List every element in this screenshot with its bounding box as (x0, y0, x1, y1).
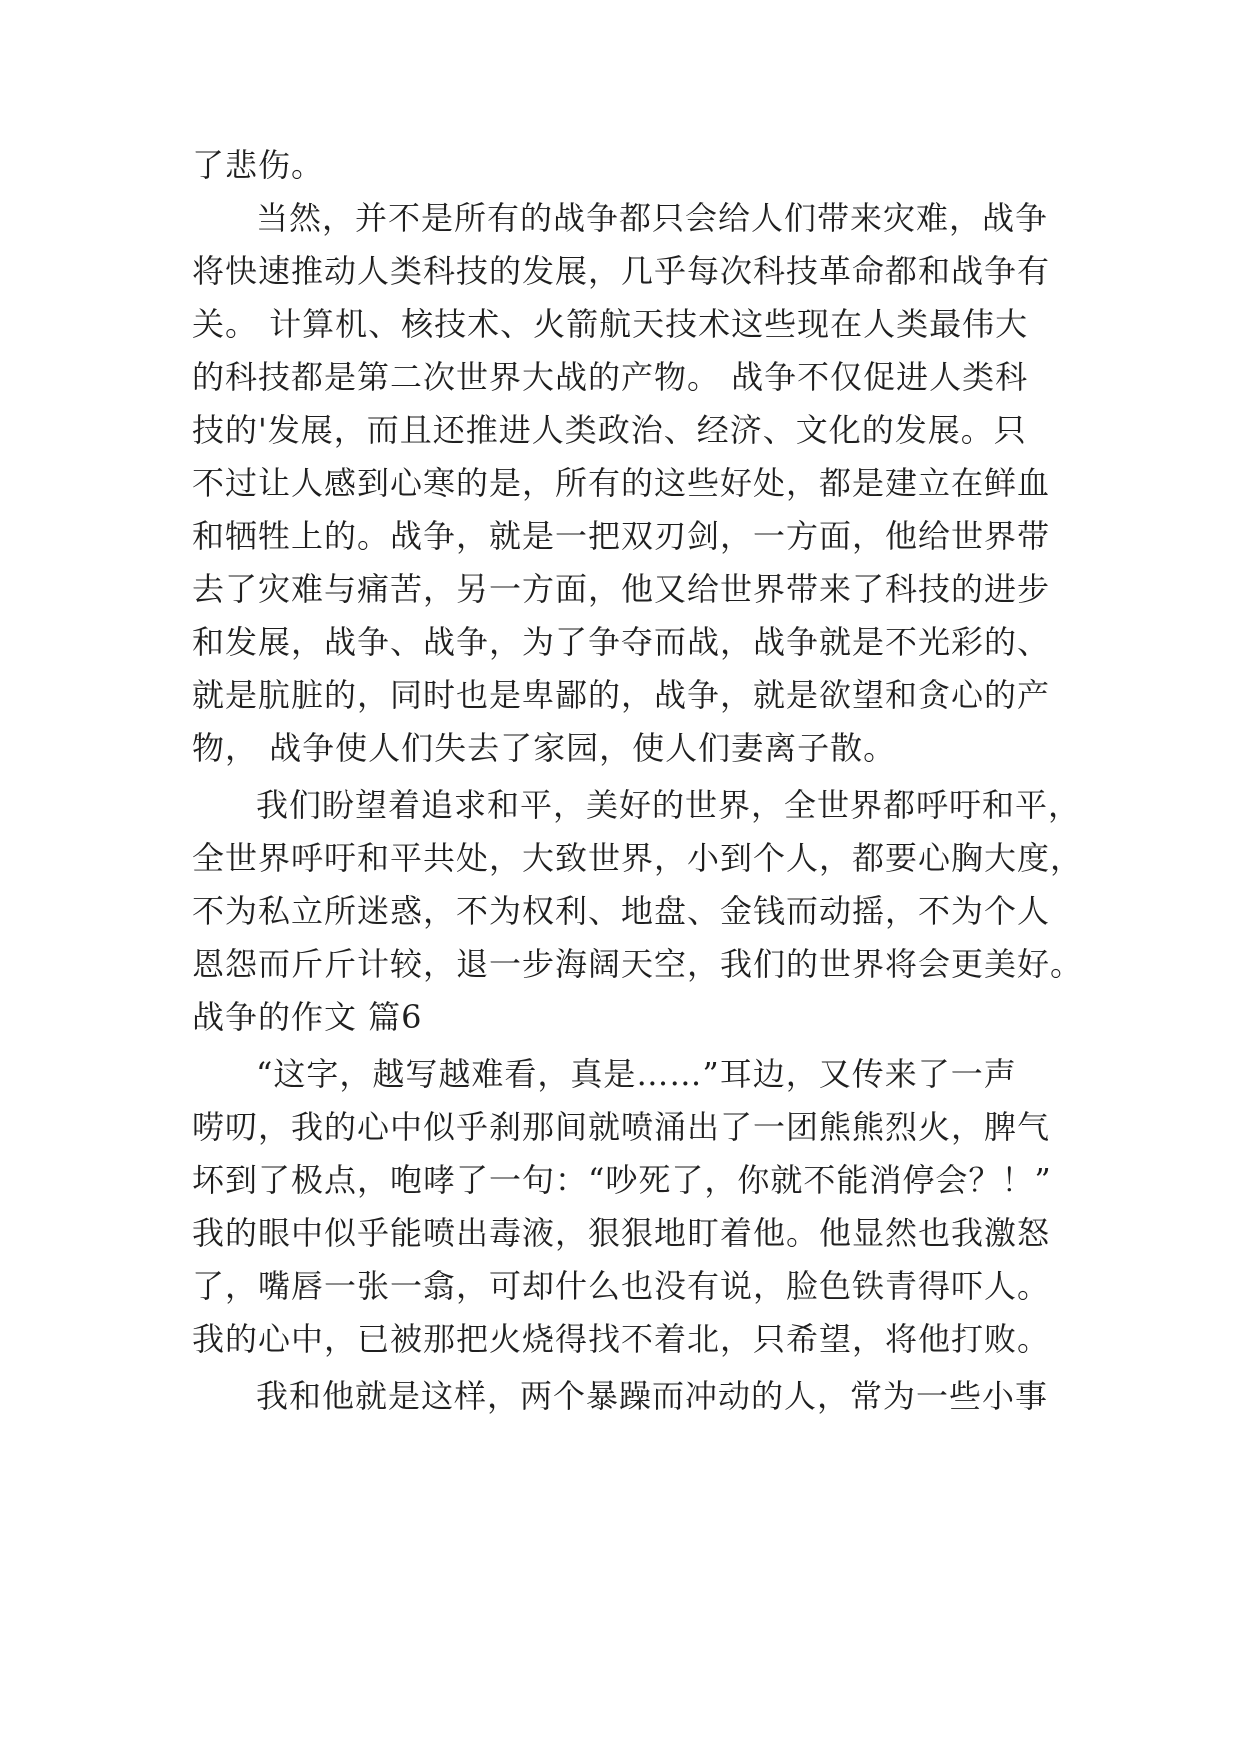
paragraph-line: 物， 战争使人们失去了家园，使人们妻离子散。 (192, 729, 897, 767)
paragraph-line: 和发展，战争、战争，为了争夺而战，战争就是不光彩的、 (192, 623, 1051, 661)
paragraph-line: 全世界呼吁和平共处，大致世界，小到个人，都要心胸大度， (192, 839, 1084, 877)
paragraph-line: “这字，越写越难看，真是……”耳边，又传来了一声 (256, 1055, 1017, 1093)
paragraph-line: 将快速推动人类科技的发展，几乎每次科技革命都和战争有 (192, 252, 1051, 290)
paragraph-line: 了，嘴唇一张一翕，可却什么也没有说，脸色铁青得吓人。 (192, 1267, 1051, 1305)
paragraph-line: 技的'发展，而且还推进人类政治、经济、文化的发展。只 (192, 411, 1027, 449)
paragraph-line: 关。 计算机、核技术、火箭航天技术这些现在人类最伟大 (192, 305, 1029, 343)
paragraph-line: 恩怨而斤斤计较，退一步海阔天空，我们的世界将会更美好。 (192, 945, 1084, 983)
paragraph-line: 我的心中，已被那把火烧得找不着北，只希望，将他打败。 (192, 1320, 1051, 1358)
paragraph-line: 我的眼中似乎能喷出毒液，狠狠地盯着他。他显然也我激怒 (192, 1214, 1051, 1252)
paragraph-line: 我和他就是这样，两个暴躁而冲动的人，常为一些小事 (256, 1377, 1049, 1415)
paragraph-line: 去了灾难与痛苦，另一方面，他又给世界带来了科技的进步 (192, 570, 1051, 608)
paragraph-line: 唠叨，我的心中似乎刹那间就喷涌出了一团熊熊烈火，脾气 (192, 1108, 1051, 1146)
paragraph-line: 不为私立所迷惑，不为权利、地盘、金钱而动摇，不为个人 (192, 892, 1051, 930)
paragraph-line: 的科技都是第二次世界大战的产物。 战争不仅促进人类科 (192, 358, 1029, 396)
section-heading: 战争的作文 篇6 (192, 998, 423, 1036)
paragraph-line: 了悲伤。 (192, 146, 325, 184)
paragraph-line: 就是肮脏的，同时也是卑鄙的，战争，就是欲望和贪心的产 (192, 676, 1051, 714)
paragraph-line: 坏到了极点，咆哮了一句：“吵死了，你就不能消停会？！” (192, 1161, 1052, 1199)
paragraph-line: 当然，并不是所有的战争都只会给人们带来灾难，战争 (256, 199, 1049, 237)
paragraph-line: 和牺牲上的。战争，就是一把双刃剑，一方面，他给世界带 (192, 517, 1051, 555)
paragraph-line: 不过让人感到心寒的是，所有的这些好处，都是建立在鲜血 (192, 464, 1051, 502)
paragraph-line: 我们盼望着追求和平，美好的世界，全世界都呼吁和平， (256, 786, 1082, 824)
